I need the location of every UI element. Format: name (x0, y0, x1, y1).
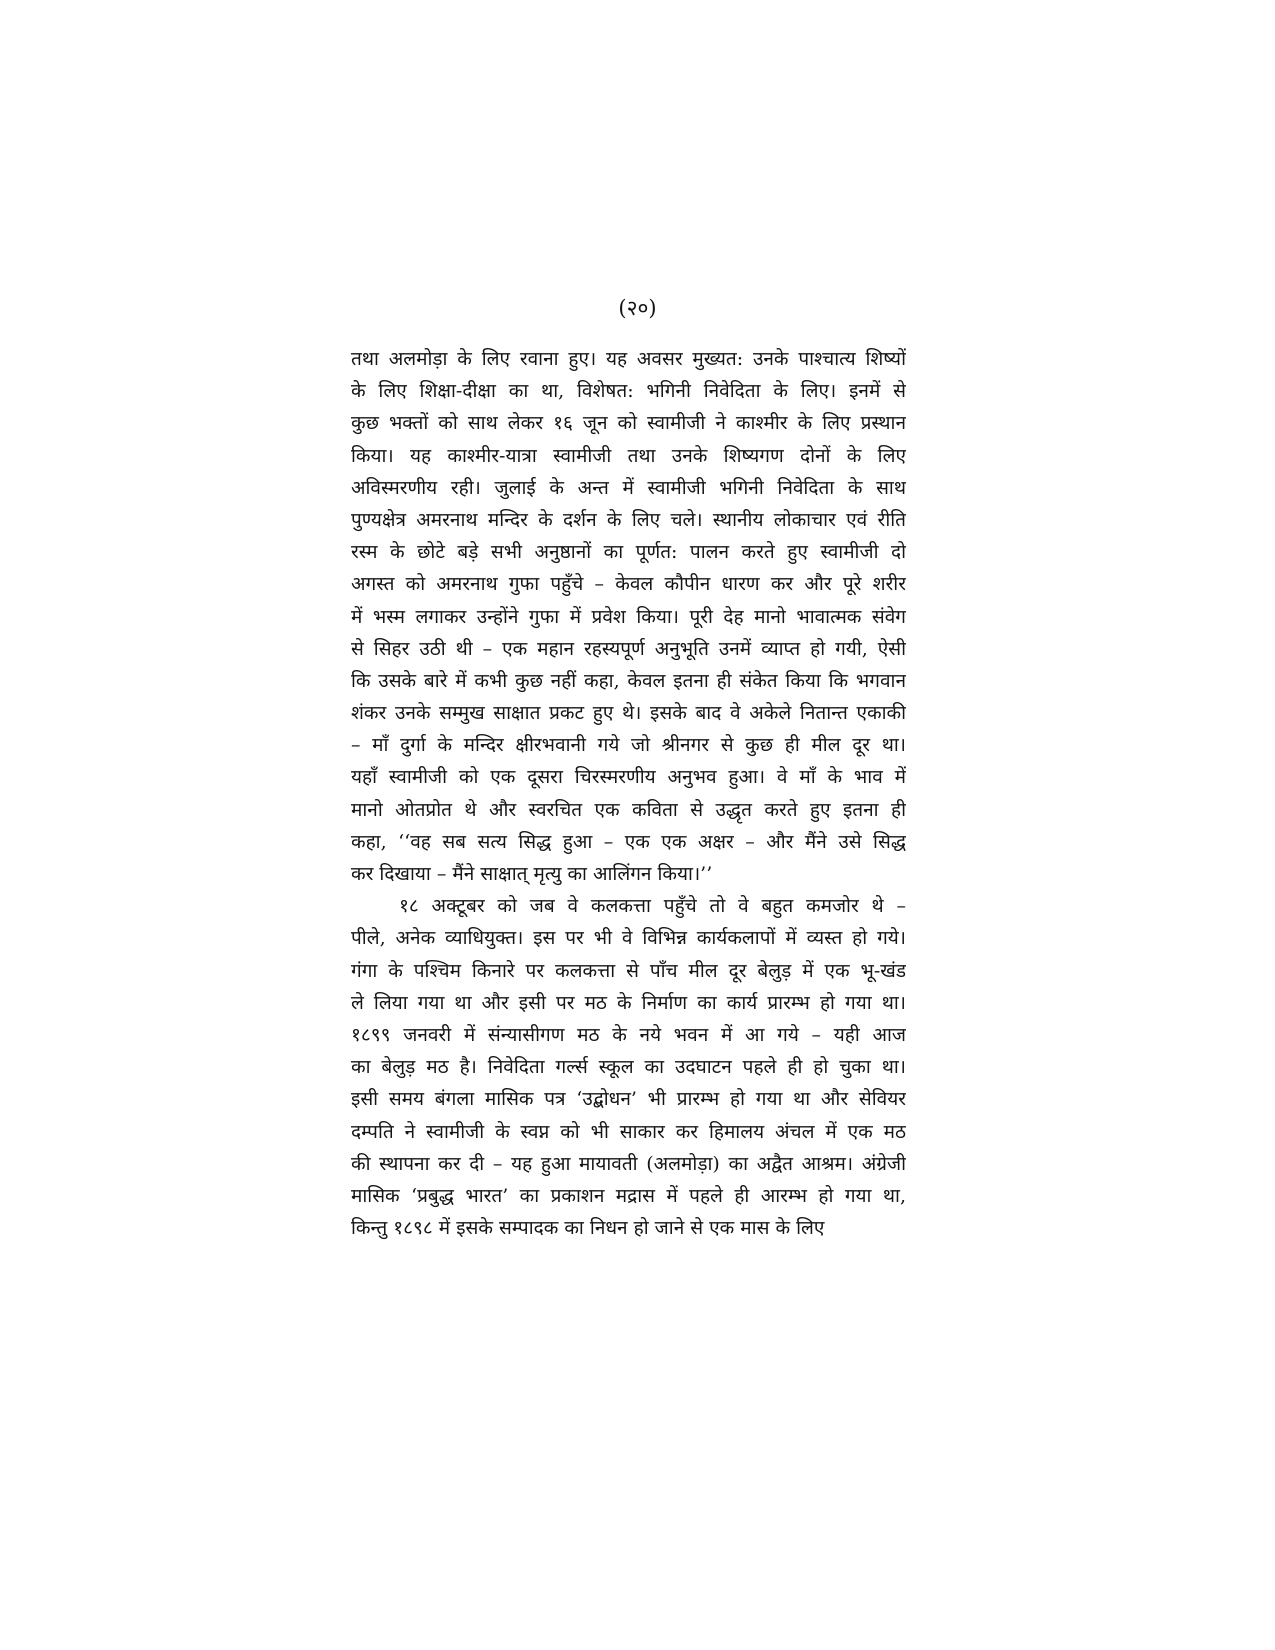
paragraph (351, 890, 906, 1244)
text-line: दम्पति ने स्वामीजी के स्वप्न को भी साकार कर हिमालय अंचल में एक मठ (351, 1120, 906, 1143)
text-line: पुण्यक्षेत्र अमरनाथ मन्दिर के दर्शन के लिए चले। स्थानीय लोकाचार एवं रीति (351, 508, 906, 531)
text-line: किया। यह काश्मीर-यात्रा स्वामीजी तथा उनके शिष्यगण दोनों के लिए (351, 444, 906, 467)
body-text (351, 343, 906, 1244)
text-line: तथा अलमोड़ा के लिए रवाना हुए। यह अवसर मुख्यत: उनके पाश्चात्य शिष्यों (351, 348, 906, 370)
text-line: कि उसके बारे में कभी कुछ नहीं कहा, केवल इतना ही संकेत किया कि भगवान (351, 669, 906, 692)
text-line: कहा, ‘‘वह सब सत्य सिद्ध हुआ – एक एक अक्षर – और मैंने उसे सिद्ध (351, 830, 906, 853)
text-line: १८ अक्टूबर को जब वे कलकत्ता पहुँचे तो वे बहुत कमजोर थे – (399, 895, 906, 918)
text-line: से सिहर उठी थी – एक महान रहस्यपूर्ण अनुभूति उनमें व्याप्त हो गयी, ऐसी (351, 637, 906, 660)
text-line: कर दिखाया – मैंने साक्षात् मृत्यु का आलिंगन किया।’’ (351, 863, 713, 885)
text-line: ले लिया गया था और इसी पर मठ के निर्माण का कार्य प्रारम्भ हो गया था। (351, 991, 906, 1014)
paragraph (351, 343, 906, 890)
text-line: कुछ भक्तों को साथ लेकर १६ जून को स्वामीजी ने काश्मीर के लिए प्रस्थान (351, 412, 906, 435)
text-line: के लिए शिक्षा-दीक्षा का था, विशेषत: भगिनी निवेदिता के लिए। इनमें से (351, 380, 906, 403)
text-line: रस्म के छोटे बड़े सभी अनुष्ठानों का पूर्णत: पालन करते हुए स्वामीजी दो (351, 541, 906, 564)
text-line: अविस्मरणीय रही। जुलाई के अन्त में स्वामीजी भगिनी निवेदिता के साथ (351, 476, 906, 499)
text-line: किन्तु १८९८ में इसके सम्पादक का निधन हो जाने से एक मास के लिए (351, 1217, 825, 1240)
text-line: की स्थापना कर दी – यह हुआ मायावती (अलमोड़ा) का अद्वैत आश्रम। अंग्रेजी (351, 1152, 906, 1175)
text-line: में भस्म लगाकर उन्होंने गुफा में प्रवेश किया। पूरी देह मानो भावात्मक संवेग (351, 605, 906, 628)
text-line: का बेलुड़ मठ है। निवेदिता गर्ल्स स्कूल का उदघाटन पहले ही हो चुका था। (351, 1056, 906, 1079)
text-line: शंकर उनके सम्मुख साक्षात प्रकट हुए थे। इसके बाद वे अकेले नितान्त एकाकी (351, 702, 906, 725)
text-line: अगस्त को अमरनाथ गुफा पहुँचे – केवल कौपीन धारण कर और पूरे शरीर (351, 573, 906, 596)
text-line: मासिक ‘प्रबुद्ध भारत’ का प्रकाशन मद्रास में पहले ही आरम्भ हो गया था, (351, 1184, 906, 1207)
text-line: गंगा के पश्चिम किनारे पर कलकत्ता से पाँच मील दूर बेलुड़ में एक भू-खंड (351, 959, 906, 982)
text-line: – माँ दुर्गा के मन्दिर क्षीरभवानी गये जो श्रीनगर से कुछ ही मील दूर था। (351, 734, 906, 757)
text-line: पीले, अनेक व्याधियुक्त। इस पर भी वे विभिन्न कार्यकलापों में व्यस्त हो गये। (351, 927, 906, 950)
text-line: इसी समय बंगला मासिक पत्र ‘उद्बोधन’ भी प्रारम्भ हो गया था और सेवियर (351, 1088, 906, 1111)
text-line: १८९९ जनवरी में संन्यासीगण मठ के नये भवन में आ गये – यही आज (351, 1023, 906, 1046)
text-line: मानो ओतप्रोत थे और स्वरचित एक कविता से उद्धृत करते हुए इतना ही (351, 798, 906, 821)
page-number: (२०) (618, 296, 657, 320)
text-line: यहाँ स्वामीजी को एक दूसरा चिरस्मरणीय अनुभव हुआ। वे माँ के भाव में (351, 766, 906, 789)
